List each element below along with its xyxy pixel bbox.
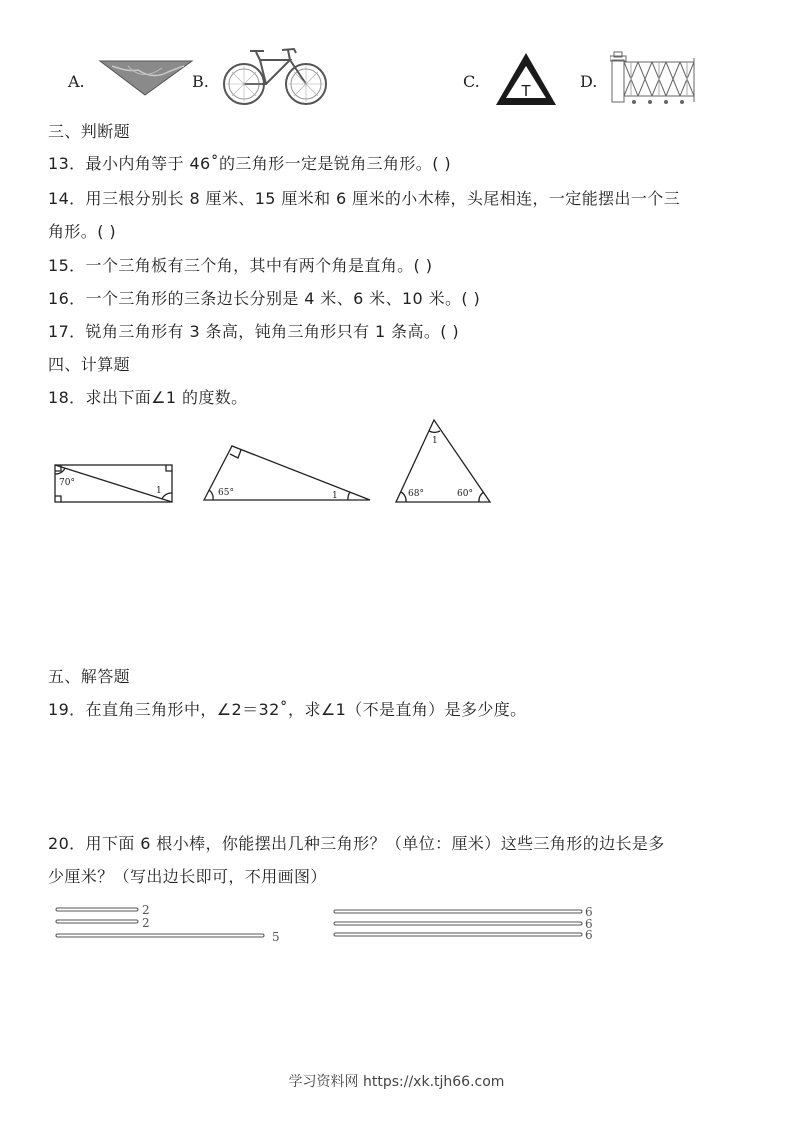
fig1-angle-70: 70° bbox=[59, 478, 75, 488]
stick-left-2-length: 2 bbox=[142, 916, 150, 930]
section5-heading: 五、解答题 bbox=[48, 667, 131, 686]
folding-gate-icon bbox=[610, 50, 700, 106]
question-17: 17．锐角三角形有 3 条高，钝角三角形只有 1 条高。( ) bbox=[48, 322, 460, 341]
question-20-line2: 少厘米？（写出边长即可，不用画图） bbox=[48, 867, 327, 886]
question-18: 18．求出下面∠1 的度数。 bbox=[48, 388, 248, 407]
stick-left-1-length: 2 bbox=[142, 903, 150, 917]
question-13: 13．最小内角等于 46˚的三角形一定是锐角三角形。( ) bbox=[48, 154, 451, 173]
question-16: 16．一个三角形的三条边长分别是 4 米、6 米、10 米。( ) bbox=[48, 289, 481, 308]
bicycle-icon bbox=[220, 44, 330, 108]
stick-right-3-length: 6 bbox=[585, 928, 593, 942]
rectangle-diagonal-figure bbox=[50, 460, 180, 506]
option-c-label: C. bbox=[463, 72, 480, 91]
stick-left-3-length: 5 bbox=[272, 930, 280, 944]
acute-triangle-figure bbox=[392, 416, 494, 506]
fig3-angle-1: 1 bbox=[432, 436, 438, 446]
fig3-angle-60: 60° bbox=[457, 489, 473, 499]
sticks-right-group bbox=[330, 902, 610, 946]
fig1-angle-1: 1 bbox=[156, 486, 162, 496]
right-triangle-figure bbox=[198, 440, 376, 506]
option-a-label: A. bbox=[68, 72, 85, 91]
question-15: 15．一个三角板有三个角，其中有两个角是直角。( ) bbox=[48, 256, 433, 275]
fig2-angle-1: 1 bbox=[332, 491, 338, 501]
stick-right-1-length: 6 bbox=[585, 905, 593, 919]
section3-heading: 三、判断题 bbox=[48, 122, 131, 141]
question-14-line1: 14．用三根分别长 8 厘米、15 厘米和 6 厘米的小木棒，头尾相连，一定能摆出一个三 bbox=[48, 189, 681, 208]
triangle-sign-icon bbox=[493, 50, 559, 108]
option-b-label: B. bbox=[192, 72, 209, 91]
fig3-angle-68: 68° bbox=[408, 489, 424, 499]
stick-right-2-length: 6 bbox=[585, 917, 593, 931]
scarf-triangle-icon bbox=[98, 58, 194, 98]
option-d-label: D. bbox=[580, 72, 598, 91]
question-14-line2: 角形。( ) bbox=[48, 222, 116, 241]
section4-heading: 四、计算题 bbox=[48, 355, 131, 374]
footer-watermark: 学习资料网 https://xk.tjh66.com bbox=[288, 1074, 505, 1090]
fig2-angle-65: 65° bbox=[218, 488, 234, 498]
sticks-left-group bbox=[52, 902, 292, 946]
sign-letter: T bbox=[521, 83, 531, 100]
question-19: 19．在直角三角形中，∠2＝32˚，求∠1（不是直角）是多少度。 bbox=[48, 700, 527, 719]
question-20-line1: 20．用下面 6 根小棒，你能摆出几种三角形？（单位：厘米）这些三角形的边长是多 bbox=[48, 834, 665, 853]
